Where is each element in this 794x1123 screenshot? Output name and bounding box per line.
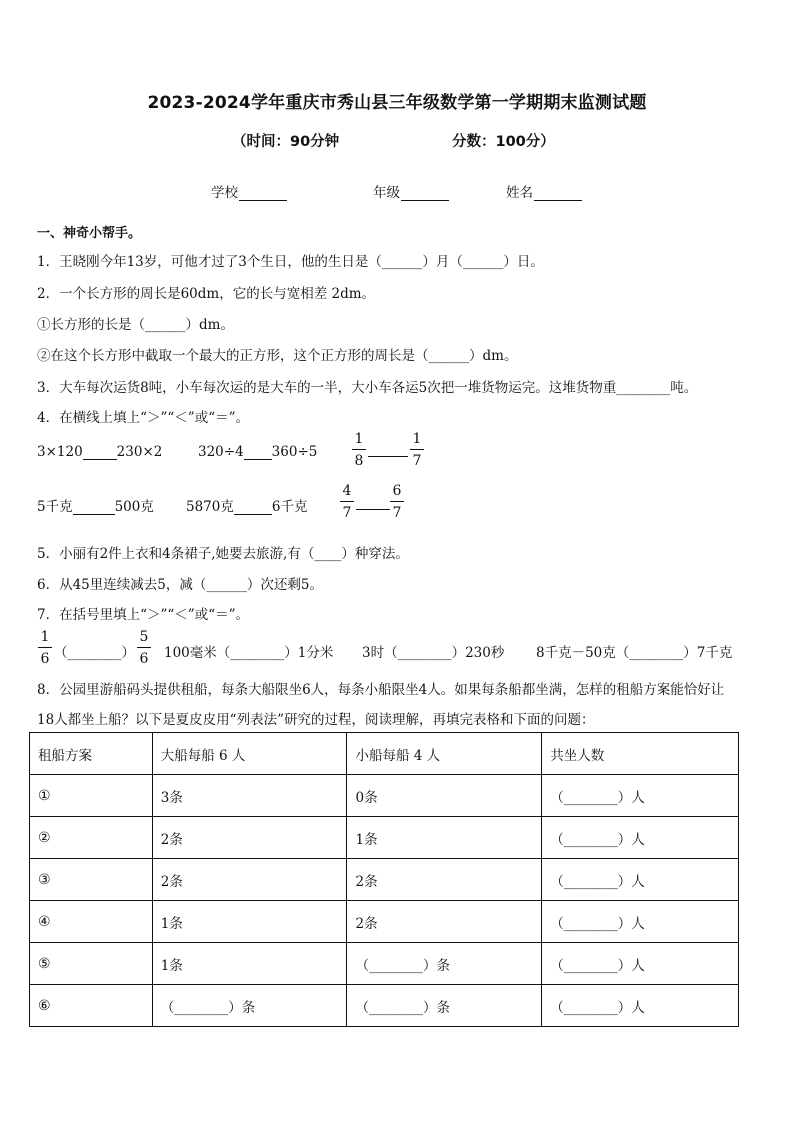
q4-c-blank[interactable] bbox=[368, 442, 408, 457]
question-4: 4．在横线上填上“＞”“＜”或“＝”。 bbox=[37, 410, 249, 426]
q4-e-right: 6千克 bbox=[271, 499, 308, 515]
table-cell: ⑥ bbox=[30, 985, 153, 1027]
q4-item-b bbox=[198, 444, 317, 460]
q4-b-left: 320÷4 bbox=[198, 444, 244, 460]
table-cell-blank[interactable]: （________）条 bbox=[152, 985, 347, 1027]
question-2-part-1: ①长方形的长是（______）dm。 bbox=[37, 317, 234, 333]
table-cell-blank[interactable]: （________）人 bbox=[542, 817, 739, 859]
q4-b-right: 360÷5 bbox=[271, 444, 318, 460]
table-cell: 1条 bbox=[152, 901, 347, 943]
q4-c-left-fraction: $\frac{1}{8}$ bbox=[352, 432, 366, 468]
q7-a-blank[interactable]: （________） bbox=[54, 645, 135, 661]
exam-time: （时间：90分钟 bbox=[232, 134, 340, 150]
q4-f-blank[interactable] bbox=[356, 495, 390, 510]
q4-item-e bbox=[186, 495, 307, 515]
table-row bbox=[30, 985, 739, 1027]
grade-field bbox=[373, 181, 449, 201]
q4-f-right-fraction: $\frac{6}{7}$ bbox=[390, 484, 404, 520]
q4-a-right: 230×2 bbox=[116, 444, 163, 460]
q4-a-blank[interactable] bbox=[83, 445, 117, 460]
table-row bbox=[30, 901, 739, 943]
table-cell: ② bbox=[30, 817, 153, 859]
q4-d-right: 500克 bbox=[114, 499, 154, 515]
table-header-row bbox=[30, 733, 739, 775]
table-cell: 2条 bbox=[152, 859, 347, 901]
school-label: 学校 bbox=[211, 185, 238, 201]
q4-item-a bbox=[37, 444, 162, 460]
table-header-cell: 共坐人数 bbox=[542, 733, 739, 775]
q4-d-left: 5千克 bbox=[37, 499, 73, 515]
q7-a-left-fraction: $\frac{1}{6}$ bbox=[38, 630, 52, 666]
q4-e-blank[interactable] bbox=[234, 500, 272, 515]
name-field bbox=[506, 181, 582, 201]
table-row bbox=[30, 943, 739, 985]
exam-score: 分数：100分） bbox=[452, 134, 555, 150]
table-cell: 2条 bbox=[152, 817, 347, 859]
table-cell-blank[interactable]: （________）人 bbox=[542, 775, 739, 817]
q7-item-b: 100毫米（________）1分米 bbox=[164, 645, 334, 661]
question-2-part-2: ②在这个长方形中截取一个最大的正方形，这个正方形的周长是（______）dm。 bbox=[37, 348, 518, 364]
q4-a-left: 3×120 bbox=[37, 444, 83, 460]
q4-f-left-fraction: $\frac{4}{7}$ bbox=[340, 484, 354, 520]
q4-item-d bbox=[37, 495, 154, 515]
school-field bbox=[211, 181, 287, 201]
q4-c-right-fraction: $\frac{1}{7}$ bbox=[410, 432, 424, 468]
table-cell-blank[interactable]: （________）条 bbox=[347, 985, 542, 1027]
question-3: 3．大车每次运货8吨，小车每次运的是大车的一半，大小车各运5次把一堆货物运完。这堆货物重________吨。 bbox=[37, 380, 698, 396]
grade-label: 年级 bbox=[373, 185, 400, 201]
table-cell: 2条 bbox=[347, 901, 542, 943]
q7-a-right-fraction: $\frac{5}{6}$ bbox=[137, 630, 151, 666]
table-cell: 1条 bbox=[347, 817, 542, 859]
table-header-cell: 大船每船 6 人 bbox=[152, 733, 347, 775]
q4-d-blank[interactable] bbox=[73, 500, 115, 515]
question-6: 6．从45里连续减去5，减（______）次还剩5。 bbox=[37, 577, 323, 593]
table-cell: ⑤ bbox=[30, 943, 153, 985]
table-row bbox=[30, 775, 739, 817]
grade-blank[interactable] bbox=[401, 186, 449, 201]
table-cell-blank[interactable]: （________）人 bbox=[542, 985, 739, 1027]
table-cell: ③ bbox=[30, 859, 153, 901]
table-cell: ④ bbox=[30, 901, 153, 943]
question-8-line-1: 8．公园里游船码头提供租船，每条大船限坐6人，每条小船限坐4人。如果每条船都坐满，怎样的租船方案能恰好让 bbox=[37, 682, 725, 698]
q7-item-d: 8千克－50克（________）7千克 bbox=[536, 645, 733, 661]
table-cell-blank[interactable]: （________）人 bbox=[542, 859, 739, 901]
section-1-title: 一、神奇小帮手。 bbox=[37, 226, 142, 241]
question-1: 1．王晓刚今年13岁，可他才过了3个生日，他的生日是（______）月（______）日。 bbox=[37, 254, 544, 270]
table-cell-blank[interactable]: （________）条 bbox=[347, 943, 542, 985]
table-cell: 3条 bbox=[152, 775, 347, 817]
table-cell: 1条 bbox=[152, 943, 347, 985]
table-cell-blank[interactable]: （________）人 bbox=[542, 943, 739, 985]
school-blank[interactable] bbox=[239, 186, 287, 201]
q4-b-blank[interactable] bbox=[244, 445, 272, 460]
table-cell: 0条 bbox=[347, 775, 542, 817]
table-header-cell: 租船方案 bbox=[30, 733, 153, 775]
page-title: 2023-2024学年重庆市秀山县三年级数学第一学期期末监测试题 bbox=[147, 93, 647, 113]
name-label: 姓名 bbox=[506, 185, 533, 201]
name-blank[interactable] bbox=[534, 186, 582, 201]
question-2: 2．一个长方形的周长是60dm，它的长与宽相差 2dm。 bbox=[37, 286, 376, 302]
q4-e-left: 5870克 bbox=[186, 499, 234, 515]
table-header-cell: 小船每船 4 人 bbox=[347, 733, 542, 775]
q7-item-c: 3时（________）230秒 bbox=[362, 645, 505, 661]
question-5: 5．小丽有2件上衣和4条裙子,她要去旅游,有（____）种穿法。 bbox=[37, 546, 409, 562]
table-cell: 2条 bbox=[347, 859, 542, 901]
table-cell-blank[interactable]: （________）人 bbox=[542, 901, 739, 943]
question-8-line-2: 18人都坐上船？以下是夏皮皮用“列表法”研究的过程，阅读理解，再填完表格和下面的问题： bbox=[37, 712, 595, 728]
table-row bbox=[30, 817, 739, 859]
table-row bbox=[30, 859, 739, 901]
table-cell: ① bbox=[30, 775, 153, 817]
question-7: 7．在括号里填上“＞”“＜”或“＝”。 bbox=[37, 607, 249, 623]
rental-plan-table bbox=[29, 732, 739, 1027]
